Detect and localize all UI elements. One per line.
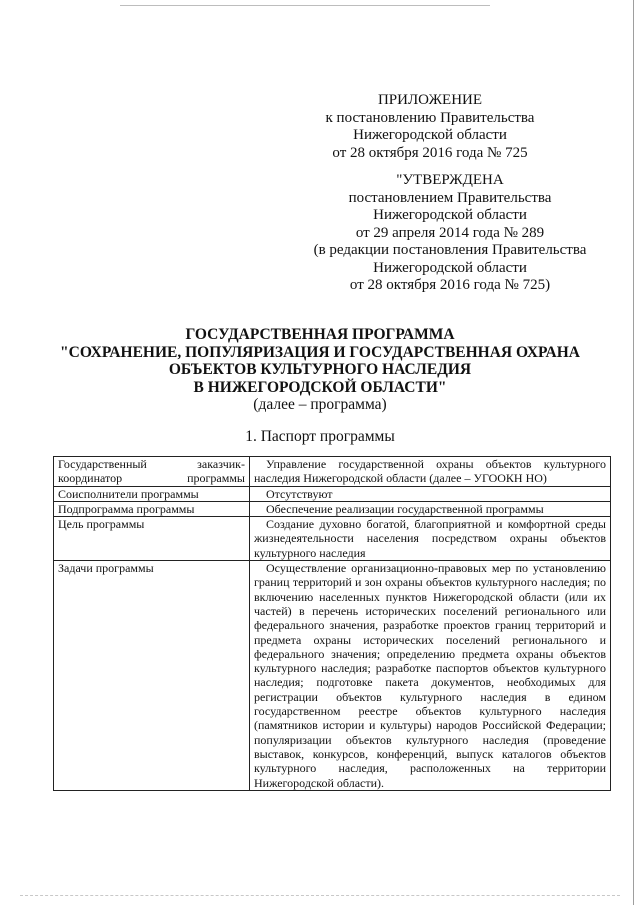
passport-value: Создание духовно богатой, благоприятной и комфортной среды жизнедеятельности населения посредством охраны объектов культурного наследия <box>250 517 611 561</box>
appendix-title: ПРИЛОЖЕНИЕ <box>377 92 483 108</box>
scan-edge-right <box>633 0 634 905</box>
appendix-line: Нижегородской области <box>353 127 507 143</box>
approval-line: постановлением Правительства <box>348 189 552 206</box>
program-title-line: "СОХРАНЕНИЕ, ПОПУЛЯРИЗАЦИЯ И ГОСУДАРСТВЕННАЯ ОХРАНА <box>60 343 580 361</box>
scan-edge-bottom <box>20 895 620 897</box>
appendix-line: от 28 октября 2016 года № 725 <box>332 144 528 161</box>
program-title-note: (далее – программа) <box>253 396 387 413</box>
passport-value: Управление государственной охраны объектов культурного наследия Нижегородской области (далее – УГООКН НО) <box>250 457 611 487</box>
approval-line: от 29 апреля 2014 года № 289 <box>355 224 545 241</box>
approval-line: от 28 октября 2016 года № 725) <box>349 277 551 293</box>
passport-label: Подпрограмма программы <box>54 501 250 516</box>
approval-line: Нижегородской области <box>373 259 527 276</box>
passport-label: Государственный заказчик-координатор программы <box>54 457 250 487</box>
program-title-line: ОБЪЕКТОВ КУЛЬТУРНОГО НАСЛЕДИЯ <box>168 361 472 378</box>
table-row <box>54 501 611 516</box>
program-title <box>40 326 600 414</box>
passport-label: Цель программы <box>54 517 250 561</box>
table-row <box>54 457 611 487</box>
section-heading: 1. Паспорт программы <box>245 428 395 445</box>
passport-value: Осуществление организационно-правовых мер по установлению границ территорий и зон охраны объектов культурного наследия; по включению населенных пунктов Нижегородской области (или их частей) в перечень исторических поселений регионального или федерального значения, разработке проектов границ территорий и предмета охраны исторических поселений регионального и федерального значения; определению предмета охраны объектов культурного наследия; разработке паспортов объектов культурного наследия; подготовке пакета документов, необходимых для регистрации объектов культурного наследия в едином государственном реестре объектов культурного наследия (памятников истории и культуры) народов Российской Федерации; популяризации объектов культурного наследия (проведение выставок, конкурсов, конференций, выпуск каталогов объектов культурного наследия, расположенных на территории Нижегородской области). <box>250 561 611 791</box>
program-title-line: В НИЖЕГОРОДСКОЙ ОБЛАСТИ" <box>193 378 447 396</box>
passport-value: Отсутствуют <box>250 486 611 501</box>
approval-block <box>300 172 600 295</box>
approval-title: "УТВЕРЖДЕНА <box>396 172 504 188</box>
table-row <box>54 561 611 791</box>
approval-line: (в редакции постановления Правительства <box>313 242 587 258</box>
program-title-line: ГОСУДАРСТВЕННАЯ ПРОГРАММА <box>185 326 455 343</box>
table-row <box>54 486 611 501</box>
appendix-line: к постановлению Правительства <box>325 109 535 126</box>
passport-label: Соисполнители программы <box>54 486 250 501</box>
approval-line: Нижегородской области <box>373 207 527 223</box>
appendix-block <box>320 92 540 162</box>
table-row <box>54 517 611 561</box>
passport-table <box>53 456 611 791</box>
scan-edge-top <box>120 5 490 6</box>
passport-value: Обеспечение реализации государственной программы <box>250 501 611 516</box>
passport-label: Задачи программы <box>54 561 250 791</box>
